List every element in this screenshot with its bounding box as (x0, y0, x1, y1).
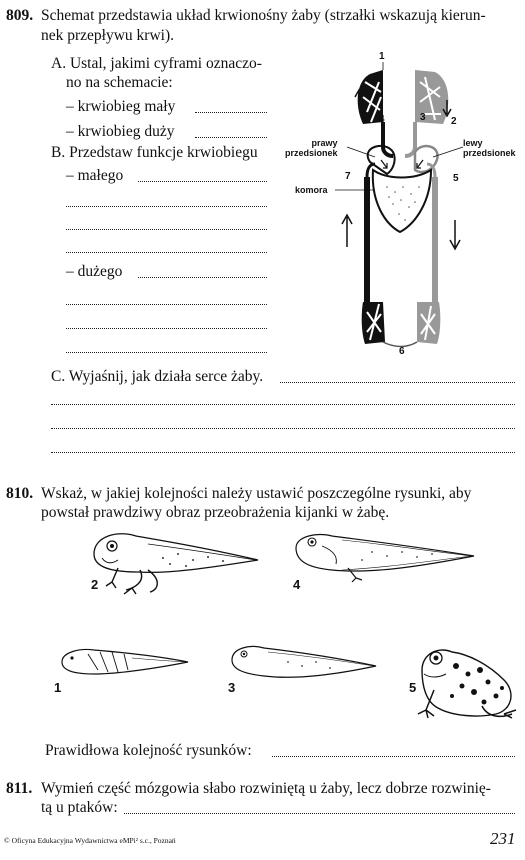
answer-line[interactable] (138, 181, 267, 182)
diagram-label-7: 7 (345, 171, 351, 182)
tadpole-image (228, 642, 378, 684)
answer-line[interactable] (66, 352, 267, 353)
answer-line[interactable] (280, 382, 515, 383)
question-text: tą u ptaków: (41, 799, 118, 816)
frog-circulation-diagram (275, 52, 525, 367)
question-number: 811. (6, 780, 33, 797)
answer-line[interactable] (66, 328, 267, 329)
diagram-label-1: 1 (379, 51, 385, 62)
diagram-label-2: 2 (451, 116, 457, 127)
part-a-text: no na schemacie: (66, 74, 173, 91)
diagram-label-3: 3 (420, 112, 426, 123)
answer-line[interactable] (138, 277, 267, 278)
answer-line[interactable] (66, 206, 267, 207)
tadpole-figure-3 (228, 642, 378, 684)
answer-line[interactable] (66, 229, 267, 230)
figure-label-3: 3 (228, 680, 236, 695)
tadpole-figure-4 (292, 530, 476, 584)
question-text: Wymień część mózgowia słabo rozwiniętą u żaby, lecz dobrze rozwinię- (41, 780, 491, 797)
answer-line[interactable] (66, 252, 267, 253)
answer-line[interactable] (51, 428, 515, 429)
tadpole-hind-legs-image (292, 530, 476, 584)
publisher-footer: © Oficyna Edukacyjna Wydawnictwa eMPi² s.c., Poznań (4, 836, 176, 845)
tadpole-with-legs-image (88, 524, 260, 596)
part-a-text: A. Ustal, jakimi cyframi oznaczo- (51, 55, 262, 72)
part-c-text: C. Wyjaśnij, jak działa serce żaby. (51, 368, 264, 385)
figure-label-4: 4 (293, 577, 301, 592)
answer-line[interactable] (51, 404, 515, 405)
right-atrium-label: prawy przedsionek (285, 138, 338, 158)
answer-line[interactable] (124, 813, 515, 814)
question-number: 810. (6, 485, 34, 502)
answer-line[interactable] (51, 452, 515, 453)
question-text: nek przepływu krwi). (41, 27, 174, 44)
tadpole-figure-1 (58, 646, 190, 680)
question-text: powstał prawdziwy obraz przeobrażenia kijanki w żabę. (41, 504, 390, 521)
diagram-label-4: 4 (379, 114, 385, 125)
page-number: 231 (490, 829, 516, 848)
left-atrium-label: lewy przedsionek (463, 138, 516, 158)
answer-line[interactable] (195, 112, 267, 113)
figure-label-2: 2 (91, 577, 99, 592)
tadpole-figure-2 (88, 524, 260, 596)
figure-label-1: 1 (54, 680, 62, 695)
small-circulation-function-label: – małego (66, 167, 124, 184)
young-tadpole-image (58, 646, 190, 680)
question-text: Wskaż, w jakiej kolejności należy ustawić poszczególne rysunki, aby (41, 485, 472, 502)
part-b-text: B. Przedstaw funkcje krwiobiegu (51, 144, 258, 161)
question-text: Schemat przedstawia układ krwionośny żaby (strzałki wskazują kierun- (41, 7, 486, 24)
answer-line[interactable] (195, 137, 267, 138)
adult-frog-image (412, 640, 520, 720)
question-number: 809. (6, 7, 34, 24)
order-answer-label: Prawidłowa kolejność rysunków: (45, 742, 252, 759)
small-circulation-label: – krwiobieg mały (66, 98, 176, 115)
answer-line[interactable] (66, 304, 267, 305)
frog-figure-5 (412, 640, 520, 720)
figure-label-5: 5 (409, 680, 417, 695)
large-circulation-function-label: – dużego (66, 263, 123, 280)
large-circulation-label: – krwiobieg duży (66, 123, 175, 140)
answer-line[interactable] (272, 756, 515, 757)
diagram-label-5: 5 (453, 173, 459, 184)
ventricle-label: komora (295, 185, 328, 195)
circulation-diagram-svg (275, 52, 525, 367)
diagram-label-6: 6 (399, 346, 405, 357)
